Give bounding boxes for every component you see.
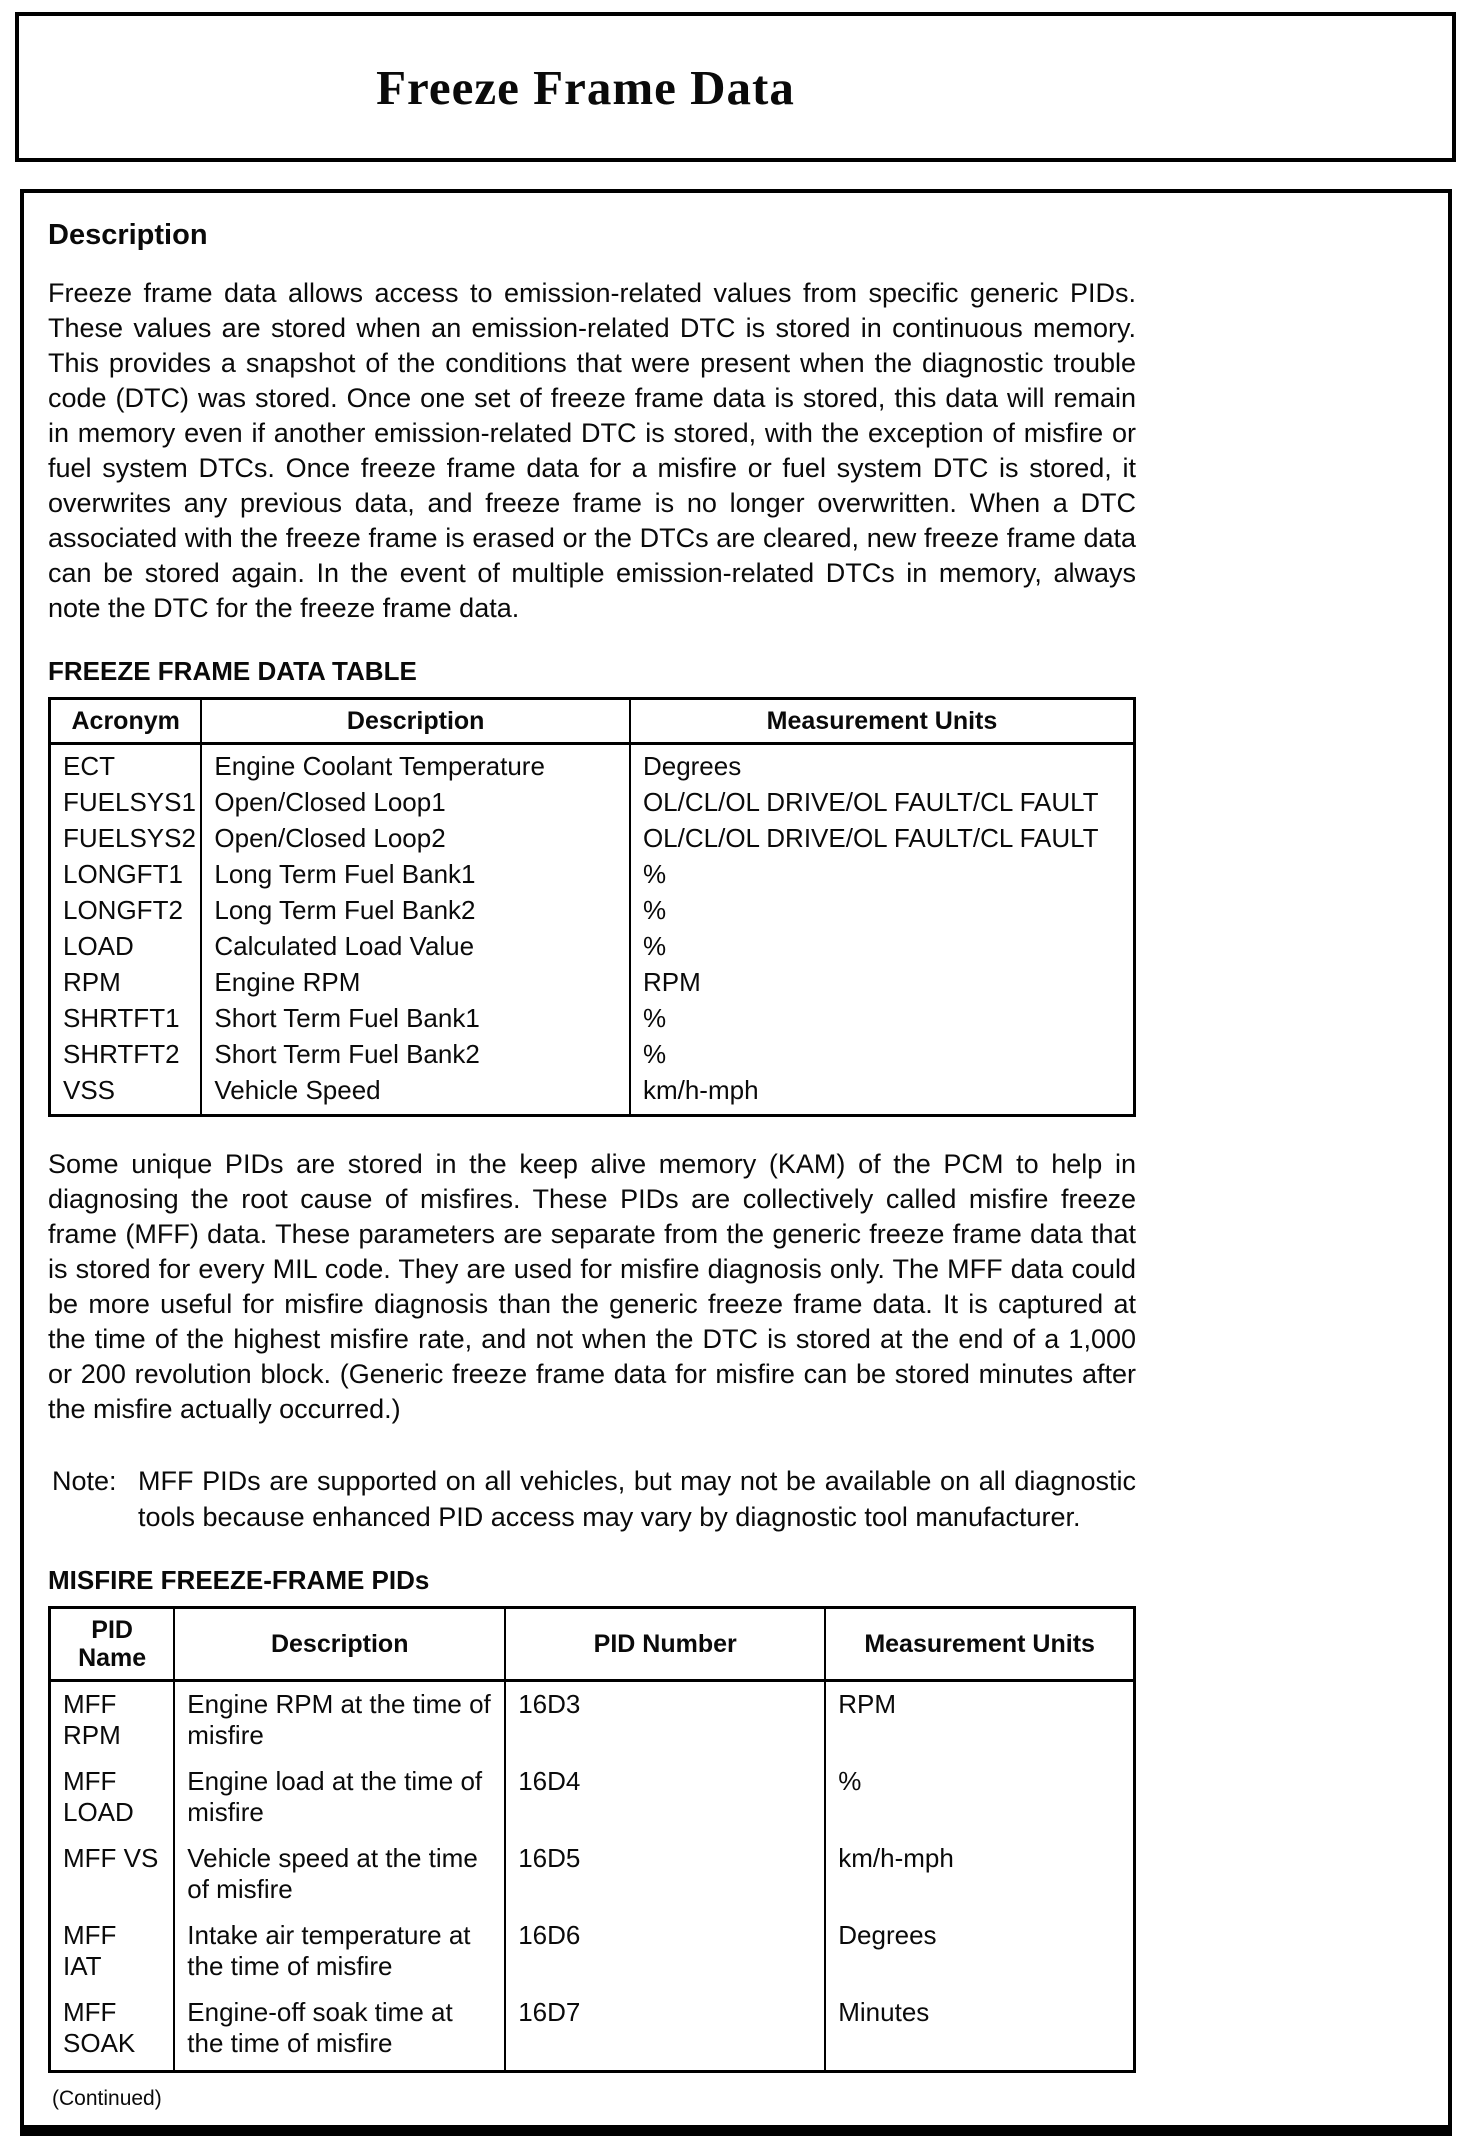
- table-cell: Calculated Load Value: [201, 928, 630, 964]
- table-cell: %: [630, 892, 1135, 928]
- table-cell: MFF RPM: [63, 1689, 121, 1750]
- table-cell: SHRTFT1: [63, 1003, 180, 1033]
- table-body: [50, 744, 1135, 1116]
- table-row: [50, 1839, 1135, 1916]
- table-cell: OL/CL/OL DRIVE/OL FAULT/CL FAULT: [630, 820, 1135, 856]
- column-header: Acronym: [50, 699, 202, 744]
- table-cell: 16D3: [505, 1681, 825, 1763]
- table-cell: Engine load at the time of misfire: [174, 1762, 505, 1839]
- table-cell: VSS: [63, 1075, 116, 1105]
- table-cell: Engine RPM at the time of misfire: [174, 1681, 505, 1763]
- content-box: [20, 189, 1452, 2136]
- column-header: Description: [174, 1608, 505, 1681]
- column-header: Measurement Units: [825, 1608, 1134, 1681]
- table-cell: Vehicle Speed: [201, 1072, 630, 1116]
- description-paragraph: Freeze frame data allows access to emission-related values from specific generic PIDs. These values are stored when an emission-related DTC is stored in continuous memory. This provides a snapshot of the conditions that were present when the diagnostic trouble code (DTC) was stored. Once one set of freeze frame data is stored, this data will remain in memory even if another emission-related DTC is stored, with the exception of misfire or fuel system DTCs. Once freeze frame data for a misfire or fuel system DTC is stored, it overwrites any previous data, and freeze frame is no longer overwritten. When a DTC associated with the freeze frame is erased or the DTCs are cleared, new freeze frame data can be stored again. In the event of multiple emission-related DTCs in memory, always note the DTC for the freeze frame data.: [48, 278, 1136, 623]
- freeze-frame-data-table: [48, 697, 1136, 1117]
- misfire-pids-heading: MISFIRE FREEZE-FRAME PIDs: [48, 1565, 430, 1595]
- table-cell: LOAD: [63, 931, 134, 961]
- table-cell: Open/Closed Loop1: [201, 784, 630, 820]
- table-cell: Vehicle speed at the time of misfire: [174, 1839, 505, 1916]
- table-cell: Long Term Fuel Bank1: [201, 856, 630, 892]
- table-cell: Short Term Fuel Bank1: [201, 1000, 630, 1036]
- table-cell: Open/Closed Loop2: [201, 820, 630, 856]
- table-cell: LONGFT1: [63, 859, 183, 889]
- table-row: [50, 784, 1135, 820]
- table-cell: RPM: [630, 964, 1135, 1000]
- table-row: [50, 1000, 1135, 1036]
- table-row: [50, 964, 1135, 1000]
- continued-label: (Continued): [52, 2087, 162, 2110]
- table-cell: MFF LOAD: [63, 1766, 134, 1827]
- table-header: [50, 1608, 1135, 1681]
- table-cell: %: [630, 856, 1135, 892]
- column-header: PID Name: [50, 1608, 175, 1681]
- table-cell: 16D5: [505, 1839, 825, 1916]
- table-cell: %: [630, 1036, 1135, 1072]
- column-header: Measurement Units: [630, 699, 1135, 744]
- misfire-pids-table: [48, 1606, 1136, 2073]
- table-cell: 16D7: [505, 1993, 825, 2072]
- table-row: [50, 1036, 1135, 1072]
- table-row: [50, 1993, 1135, 2072]
- table-header: [50, 699, 1135, 744]
- table-cell: MFF SOAK: [63, 1997, 136, 2058]
- table-cell: km/h-mph: [825, 1839, 1134, 1916]
- column-header: Description: [201, 699, 630, 744]
- table-cell: Intake air temperature at the time of misfire: [174, 1916, 505, 1993]
- header-row: [50, 1608, 1135, 1681]
- table-cell: 16D4: [505, 1762, 825, 1839]
- table-cell: Engine-off soak time at the time of misfire: [174, 1993, 505, 2072]
- table-cell: 16D6: [505, 1916, 825, 1993]
- table-body: [50, 1681, 1135, 2072]
- header-row: [50, 699, 1135, 744]
- table-row: [50, 1681, 1135, 1763]
- table-cell: Degrees: [825, 1916, 1134, 1993]
- table-cell: ECT: [63, 751, 115, 781]
- page-title: Freeze Frame Data: [376, 59, 795, 115]
- mff-paragraph: Some unique PIDs are stored in the keep alive memory (KAM) of the PCM to help in diagnosing the root cause of misfires. These PIDs are collectively called misfire freeze frame (MFF) data. These parameters are separate from the generic freeze frame data that is stored for every MIL code. They are used for misfire diagnosis only. The MFF data could be more useful for misfire diagnosis than the generic freeze frame data. It is captured at the time of the highest misfire rate, and not when the DTC is stored at the end of a 1,000 or 200 revolution block. (Generic freeze frame data for misfire can be stored minutes after the misfire actually occurred.): [48, 1149, 1136, 1424]
- table-cell: Long Term Fuel Bank2: [201, 892, 630, 928]
- table-row: [50, 928, 1135, 964]
- table-cell: SHRTFT2: [63, 1039, 180, 1069]
- table-cell: FUELSYS2: [63, 823, 196, 853]
- table-cell: %: [630, 1000, 1135, 1036]
- table-cell: Minutes: [825, 1993, 1134, 2072]
- table-row: [50, 820, 1135, 856]
- table-cell: LONGFT2: [63, 895, 183, 925]
- table-row: [50, 744, 1135, 785]
- table-cell: RPM: [825, 1681, 1134, 1763]
- table-cell: %: [630, 928, 1135, 964]
- table-row: [50, 1072, 1135, 1116]
- table-cell: RPM: [63, 967, 121, 997]
- title-box: [15, 12, 1456, 162]
- table-cell: Engine RPM: [201, 964, 630, 1000]
- freeze-frame-table-heading: FREEZE FRAME DATA TABLE: [48, 656, 417, 686]
- column-header: PID Number: [505, 1608, 825, 1681]
- table-row: [50, 856, 1135, 892]
- table-row: [50, 1916, 1135, 1993]
- table-cell: FUELSYS1: [63, 787, 196, 817]
- table-cell: OL/CL/OL DRIVE/OL FAULT/CL FAULT: [630, 784, 1135, 820]
- table-cell: km/h-mph: [630, 1072, 1135, 1116]
- note-label: Note:: [52, 1466, 117, 1496]
- table-cell: MFF VS: [63, 1843, 159, 1873]
- table-row: [50, 892, 1135, 928]
- table-cell: Engine Coolant Temperature: [201, 744, 630, 785]
- table-cell: Short Term Fuel Bank2: [201, 1036, 630, 1072]
- table-cell: MFF IAT: [63, 1920, 117, 1981]
- document-page: [0, 12, 1472, 2136]
- note-text: MFF PIDs are supported on all vehicles, but may not be available on all diagnostic tools because enhanced PID access may vary by diagnostic tool manufacturer.: [138, 1466, 1136, 1532]
- description-heading: Description: [48, 219, 208, 251]
- table-row: [50, 1762, 1135, 1839]
- table-cell: Degrees: [630, 744, 1135, 785]
- note: [52, 1463, 1136, 1535]
- table-cell: %: [825, 1762, 1134, 1839]
